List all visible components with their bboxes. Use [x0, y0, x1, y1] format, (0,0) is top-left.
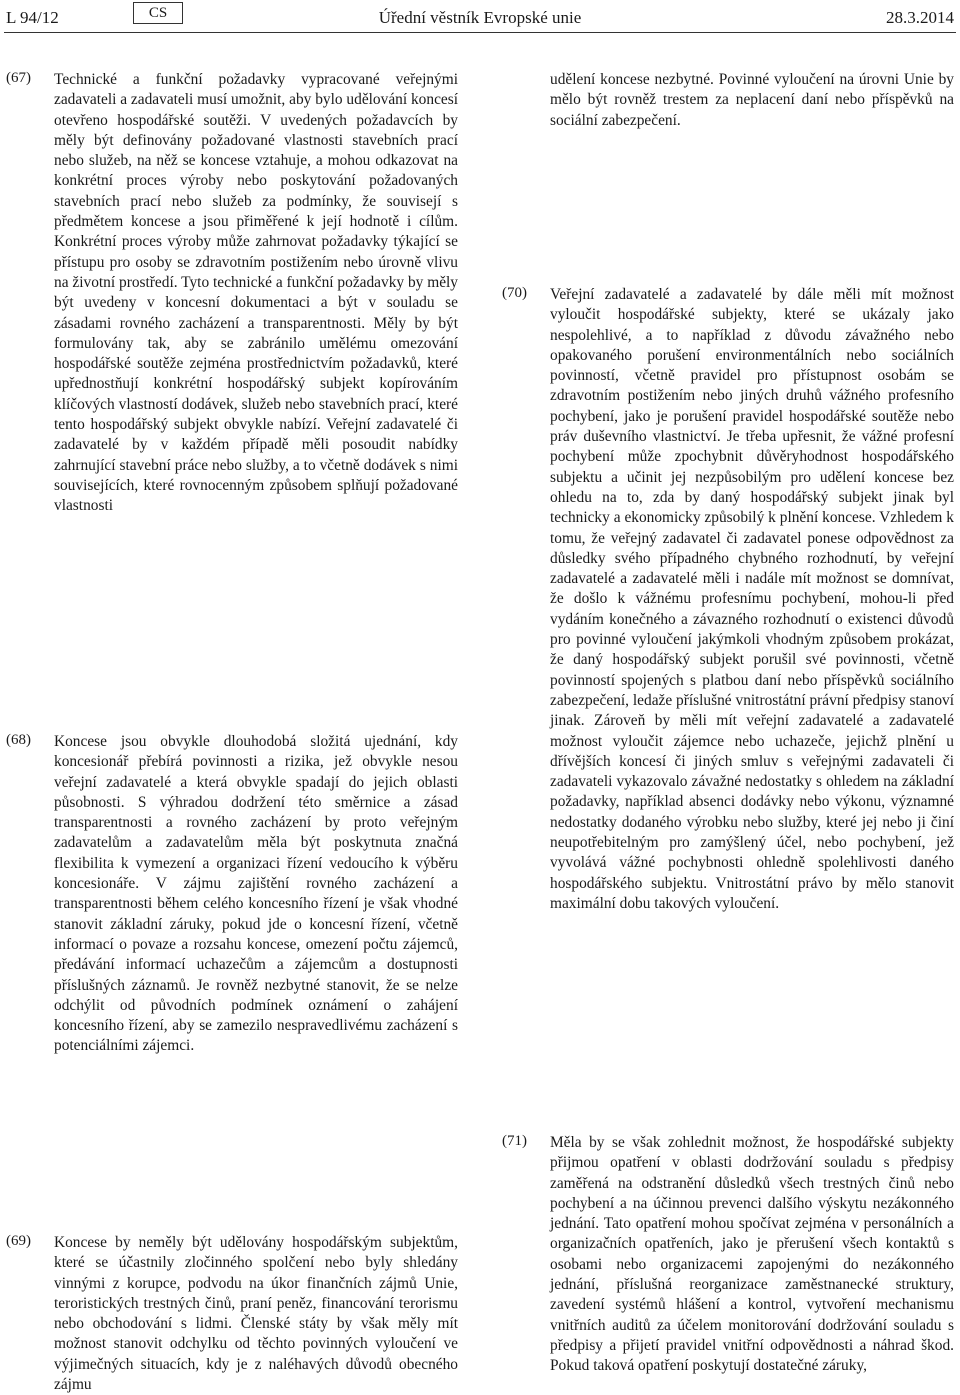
paragraph-text: Koncese jsou obvykle dlouhodobá složitá ujednání, kdy koncesionář přebírá povinnosti a rizika, jež obvykle nesou veřejní zadavatelé a která obvykle spadají do jejich oblasti působnosti. S výhradou dodržení této směrnice a zásad transparentnosti a rovného zacházení by proto veřejným zadavatelům a zadavatelům měla být poskytnuta značná flexibilita k vymezení a organizaci řízení vedoucího k výběru koncesionáře. V zájmu zajištění rovného zacházení a transparentnosti během celého koncesního řízení je však vhodné stanovit základní záruky, pokud jde o koncesní řízení, včetně informací o povaze a rozsahu koncese, omezení počtu zájemců, předávání informací uchazečům a zájemcům a dostupnosti příslušných záznamů. Je rovněž nezbytné stanovit, že se nelze odchýlit od původních podmínek oznámení o zahájení koncesního řízení, aby se zamezilo nespravedlivému zacházení s potenciálními zájemci.	[54, 733, 458, 1055]
paragraph-number: (71)	[502, 1133, 527, 1149]
language-badge: CS	[133, 2, 183, 24]
paragraph-text: Koncese by neměly být udělovány hospodářským subjektům, které se účastnily zločinného spolčení nebo byly shledány vinnými z korupce, podvodu na úkor finančních zájmů Unie, teroristických trestných činů, praní peněz, financování terorismu nebo obchodování s lidmi. Členské státy by však měly mít možnost stanovit odchylku od těchto povinných vyloučení ve výjimečných situacích, kdy je z naléhavých důvodů obecného zájmu	[54, 1234, 458, 1394]
paragraph-text: udělení koncese nezbytné. Povinné vyloučení na úrovni Unie by mělo být rovněž trestem za neplacení daní nebo příspěvků na sociální zabezpečení.	[550, 71, 954, 129]
paragraph-text: Měla by se však zohlednit možnost, že hospodářské subjekty přijmou opatření v oblasti dodržování souladu s předpisy zaměřená na odstranění důsledků všech trestných činů nebo pochybení a na účinnou prevenci dalšího výskytu nezákonného jednání. Tato opatření mohou spočívat zejména v personálních a organizačních opatřeních, jako je přerušení všech kontaktů s osobami nebo organizacemi zapojenými do nezákonného jednání, příslušná reorganizace zaměstnanecké struktury, zavedení systémů hlášení a kontrol, vytvoření mechanismu vnitřních auditů za účelem monitorování dodržování souladu s předpisy a přijetí pravidel vnitřní odpovědnosti a náhrad škod. Pokud taková opatření poskytují dostatečné záruky,	[550, 1134, 954, 1375]
publication-date: 28.3.2014	[886, 8, 954, 27]
header-rule	[4, 32, 956, 33]
paragraph-text: Technické a funkční požadavky vypracované veřejnými zadavateli a zadavateli musí umožnit, aby bylo udělování koncesí otevřeno hospodářské soutěži. V uvedených požadavcích by měly být definovány požadované vlastnosti stavebních prací nebo služeb, na něž se koncese vztahuje, a mohou odkazovat na konkrétní proces výroby nebo poskytování požadovaných stavebních prací nebo služeb za podmínky, že souvisejí s předmětem koncese a jsou přiměřené k její hodnotě i cílům. Konkrétní proces výroby může zahrnovat požadavky týkající se přístupu pro osoby se zdravotním postižením nebo úrovně vlivu na životní prostředí. Tyto technické a funkční požadavky by měly být uvedeny v koncesní dokumentaci a být v souladu se zásadami rovného zacházení a transparentnosti. Měly by být formulovány tak, aby se zabránilo umělému omezování hospodářské soutěže zejména prostřednictvím požadavků, které upřednostňují konkrétní hospodářský subjekt kopírováním klíčových vlastností dodávek, služeb nebo stavebních prací, které tento hospodářský subjekt obvykle nabízí. Veřejní zadavatelé či zadavatelé by v každém případě měli posoudit nabídky zahrnující stavební práce nebo služby, a to včetně dodávek s nimi souvisejících, které rovnocenným způsobem splňují požadované vlastnosti	[54, 71, 458, 515]
paragraph-number: (69)	[6, 1233, 31, 1249]
journal-title: Úřední věstník Evropské unie	[378, 8, 582, 27]
paragraph-number: (68)	[6, 732, 31, 748]
paragraph-number: (67)	[6, 70, 31, 86]
paragraph-text: Veřejní zadavatelé a zadavatelé by dále měli mít možnost vyloučit hospodářské subjekty, které se ukázaly jako nespolehlivé, a to například z důvodu závažného nebo opakovaného porušení environmentálních nebo sociálních povinností, včetně pravidel pro přístupnost osobám se zdravotním postižením nebo jiných druhů vážného profesního pochybení, jako je porušení pravidel hospodářské soutěže nebo práv duševního vlastnictví. Je třeba upřesnit, že vážné profesní pochybení může zpochybnit důvěryhodnost hospodářského subjektu a učinit jej nezpůsobilým pro udělení koncese bez ohledu na to, zda by daný hospodářský subjekt jinak byl technicky a ekonomicky způsobilý k plnění koncese. Vzhledem k tomu, že veřejný zadavatel či zadavatel ponese odpovědnost za důsledky svého případného chybného rozhodnutí, by veřejní zadavatelé a zadavatelé měli i nadále mít možnost se domnívat, že došlo k vážnému profesnímu pochybení, mohou-li před vydáním konečného a závazného rozhodnutí o existenci důvodů pro povinné vyloučení jakýmkoli vhodným způsobem prokázat, že daný hospodářský subjekt porušil své povinnosti, včetně povinností spojených s platbou daní nebo příspěvků sociálního zabezpečení, ledaže příslušné vnitrostátní právní předpisy stanoví jinak. Zároveň by měli mít veřejní zadavatelé a zadavatelé možnost vyloučit zájemce nebo uchazeče, jejichž plnění u dřívějších koncesí či jiných smluv s veřejnými zadavateli či zadavateli vykazovalo závažné nedostatky s ohledem na základní požadavky, například absenci dodávky nebo výkonu, významné nedostatky dodaného výrobku nebo služby, které jej nebo ji činí neupotřebitelným pro zamýšlený účel, nebo pochybení, jež vyvolává vážné pochybnosti ohledně spolehlivosti daného hospodářského subjektu. Vnitrostátní právo by mělo stanovit maximální dobu takových vyloučení.	[550, 286, 954, 912]
page-reference: L 94/12	[6, 8, 59, 27]
paragraph-number: (70)	[502, 285, 527, 301]
page-header	[0, 0, 960, 34]
